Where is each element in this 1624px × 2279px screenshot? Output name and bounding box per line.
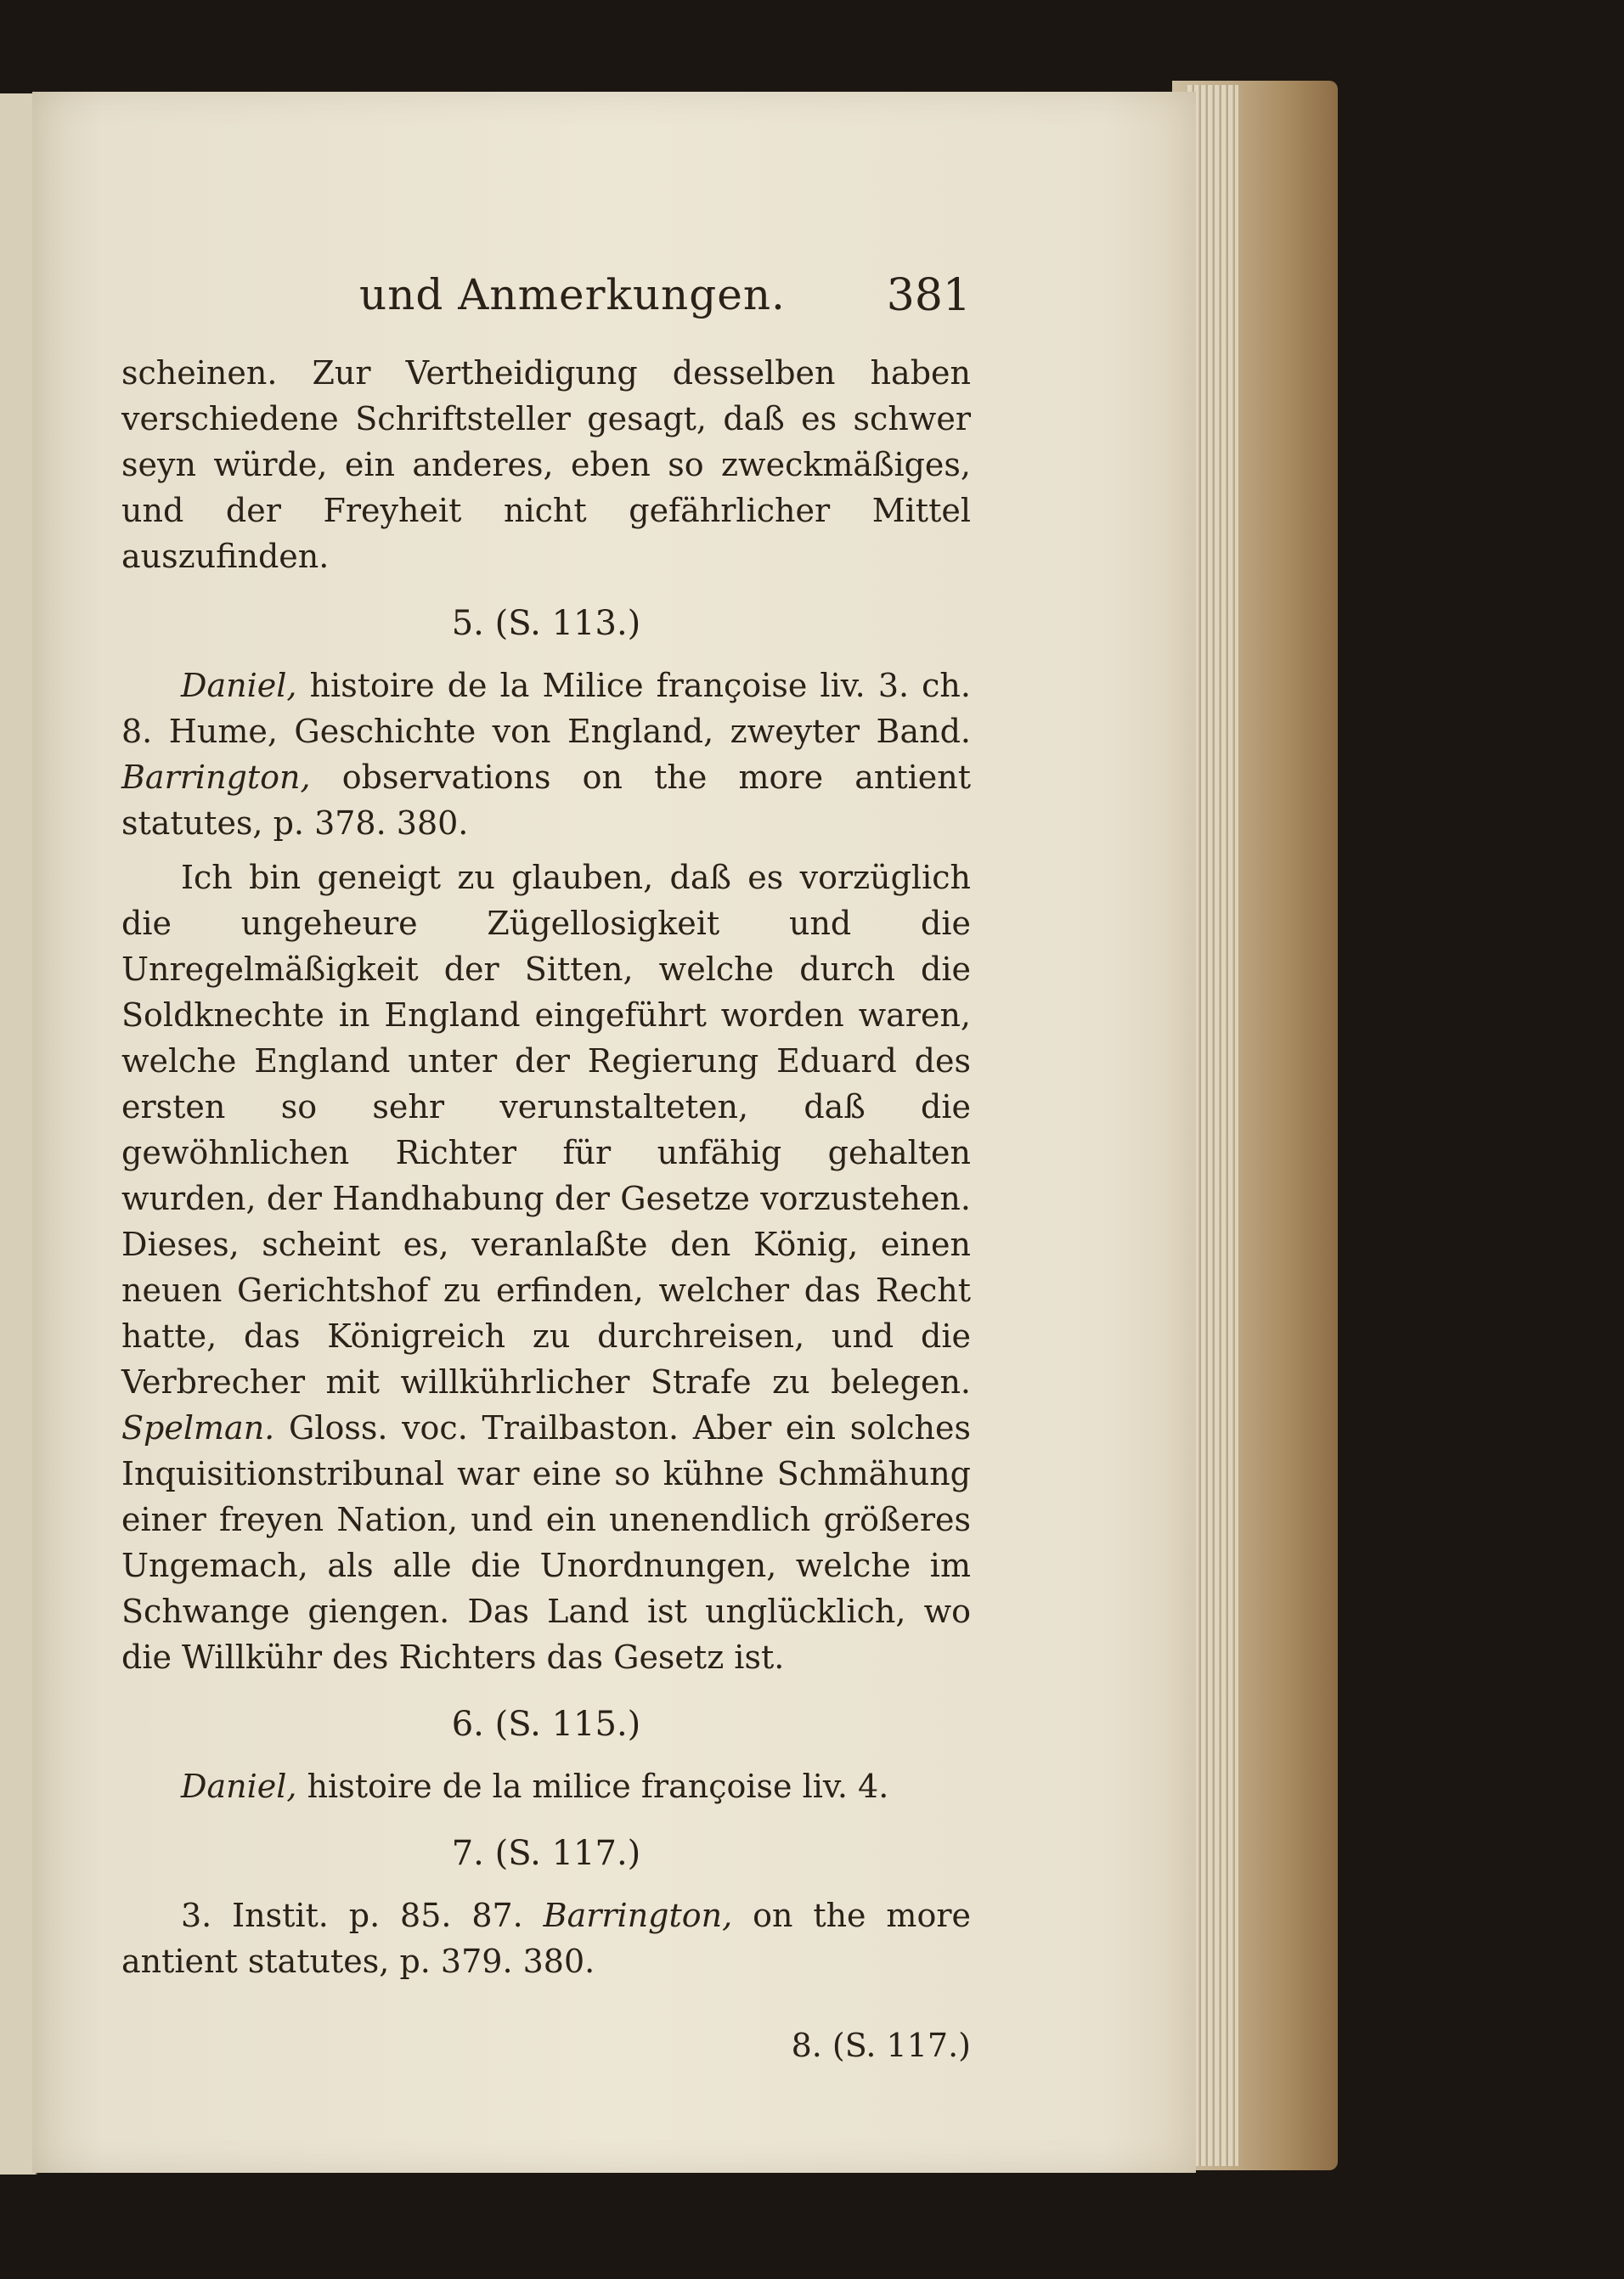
note-6-references [121,1763,971,1809]
reference-text: 3. Instit. p. 85. 87. [181,1897,523,1934]
note-5-body-tail: Aber ein solches Inquisitionstribunal war eine so kühne Schmähung einer freyen Nation, und ein unenendlich größeres Ungemach, als alle die Unordnungen, welche im Schwange giengen. Das Land ist unglücklich, wo die Willkühr des Richters das Gesetz ist. [121,1409,971,1676]
page-number: 381 [886,270,971,321]
note-5-references [121,663,971,846]
reference-text: histoire de la milice françoise liv. 4. [307,1768,889,1805]
footer-area [121,1993,971,2069]
note-5-body [121,855,971,1680]
author-barrington: Barrington, [121,759,311,796]
note-5-heading: 5. (S. 113.) [451,604,641,643]
reference-text: observations on the more antient statutes, p. 378. 380. [121,759,971,842]
page-header [121,270,971,338]
note-7-heading: 7. (S. 117.) [451,1834,641,1873]
author-daniel: Daniel, [181,1768,297,1805]
author-barrington: Barrington, [543,1897,733,1934]
catchword: 8. (S. 117.) [791,2027,971,2064]
reference-text: histoire de la Milice françoise liv. 3. ch. 8. Hume, Geschichte von England, zweyter Band. [121,667,971,750]
reference-text: on the more antient statutes, p. 379. 380. [121,1897,971,1980]
page-content [121,270,971,2069]
author-daniel: Daniel, [181,667,297,704]
note-7-references [121,1893,971,1984]
note-5-body-ref: Gloss. voc. Trailbaston. [288,1409,679,1447]
paragraph-continuation: scheinen. Zur Vertheidigung desselben haben verschiedene Schriftsteller gesagt, daß es schwer seyn würde, ein anderes, eben so zweckmäßiges, und der Freyheit nicht gefährlicher Mittel auszufinden. [121,354,971,575]
book-page [32,92,1196,2173]
note-6-heading: 6. (S. 115.) [451,1705,641,1744]
note-5-body-text: Ich bin geneigt zu glauben, daß es vorzüglich die ungeheure Zügellosigkeit und die Unregelmäßigkeit der Sitten, welche durch die Soldknechte in England eingeführt worden waren, welche England unter der Regierung Eduard des ersten so sehr verunstalteten, daß die gewöhnlichen Richter für unfähig gehalten wurden, der Handhabung der Gesetze vorzustehen. Dieses, scheint es, veranlaßte den König, einen neuen Gerichtshof zu erfinden, welcher das Recht hatte, das Königreich zu durchreisen, und die Verbrecher mit willkührlicher Strafe zu belegen. [121,859,971,1401]
author-spelman: Spelman. [121,1409,275,1447]
running-head: und Anmerkungen. [359,270,786,319]
